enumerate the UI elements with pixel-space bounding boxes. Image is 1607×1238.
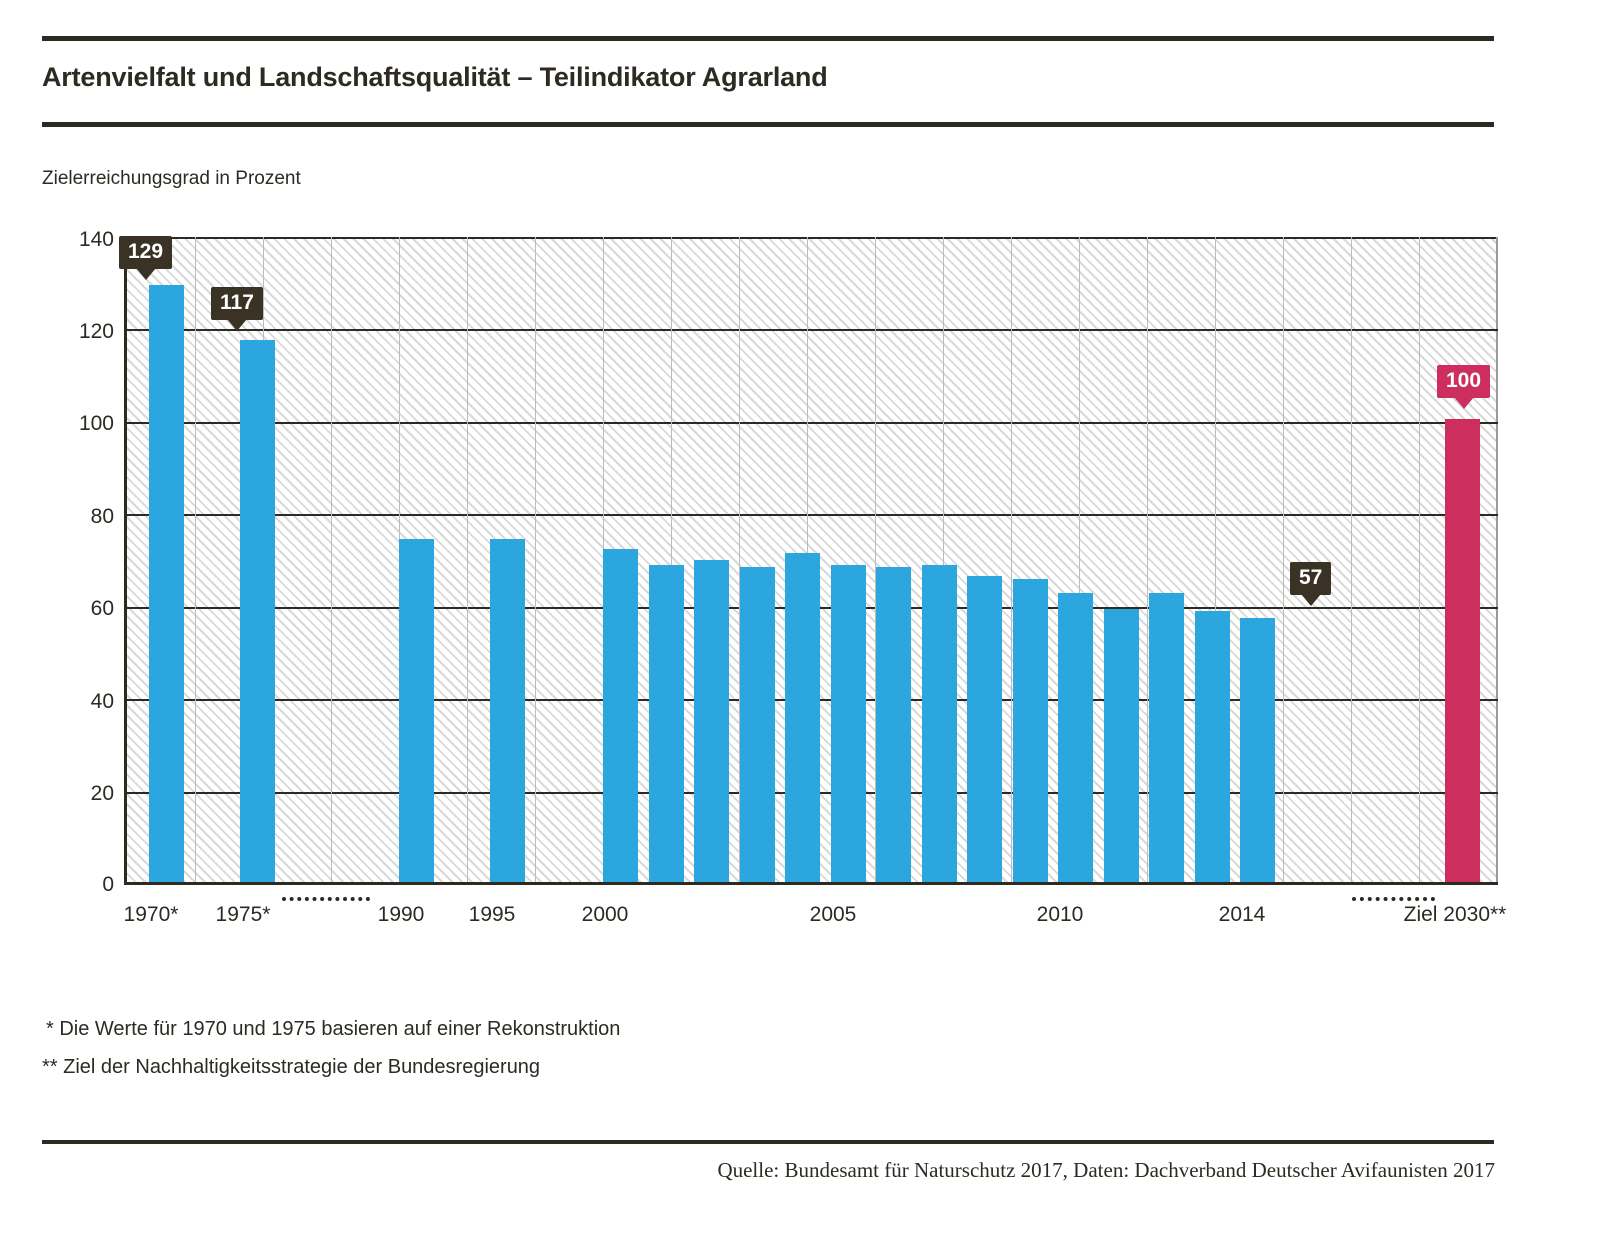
x-tick-1975: 1975* [215, 903, 271, 926]
vgridline [1419, 237, 1420, 882]
bottom-divider [42, 1140, 1494, 1144]
y-tick-60: 60 [90, 597, 114, 620]
data-label-1970 [119, 236, 172, 269]
x-tick-2000: 2000 [581, 903, 629, 926]
bar-ziel-2030 [1445, 419, 1480, 882]
bar-1970 [149, 285, 184, 882]
vgridline [1283, 237, 1284, 882]
bar-1995 [490, 539, 525, 882]
data-label-ziel [1437, 365, 1490, 398]
y-tick-80: 80 [90, 505, 114, 528]
callout-tail-icon [1301, 594, 1321, 606]
axis-break-right [1352, 897, 1435, 901]
bar-2004 [785, 553, 820, 882]
footnote-two: ** Ziel der Nachhaltigkeitsstrategie der Bundesregierung [42, 1056, 541, 1078]
page-title: Artenvielfalt und Landschaftsqualität – Teilindikator Agrarland [42, 62, 828, 92]
vgridline [535, 237, 536, 882]
gridline-120 [127, 329, 1498, 331]
bar-2003 [740, 567, 775, 882]
x-tick-1970: 1970* [123, 903, 179, 926]
data-label-value: 57 [1299, 566, 1323, 589]
top-divider [42, 36, 1494, 41]
x-tick-ziel-2030: Ziel 2030** [1403, 903, 1507, 926]
gridline-100 [127, 422, 1498, 424]
y-axis-caption: Zielerreichungsgrad in Prozent [42, 168, 301, 189]
plot-area [124, 237, 1498, 885]
bar-2014 [1240, 618, 1275, 882]
bar-2008 [967, 576, 1002, 882]
bar-2005 [831, 565, 866, 882]
data-label-value: 129 [128, 240, 164, 263]
title-divider [42, 122, 1494, 127]
y-tick-20: 20 [90, 782, 114, 805]
bar-2013 [1195, 611, 1230, 882]
y-tick-40: 40 [90, 690, 114, 713]
vgridline [467, 237, 468, 882]
y-tick-120: 120 [78, 320, 114, 343]
axis-break-left [282, 897, 370, 901]
footnote-one: * Die Werte für 1970 und 1975 basieren auf einer Rekonstruktion [46, 1018, 621, 1040]
bar-2001 [649, 565, 684, 882]
bar-2012 [1149, 593, 1184, 882]
bar-2010 [1058, 593, 1093, 882]
x-tick-2005: 2005 [809, 903, 857, 926]
callout-tail-icon [227, 319, 247, 331]
bar-1975 [240, 340, 275, 882]
source-note: Quelle: Bundesamt für Naturschutz 2017, Daten: Dachverband Deutscher Avifaunisten 2017 [717, 1158, 1495, 1182]
bar-2009 [1013, 579, 1048, 882]
y-tick-100: 100 [78, 412, 114, 435]
bar-1990 [399, 539, 434, 882]
bar-2002 [694, 560, 729, 882]
data-label-1975 [211, 287, 263, 320]
callout-tail-icon [1454, 397, 1474, 409]
vgridline [195, 237, 196, 882]
y-tick-140: 140 [78, 228, 114, 251]
plot-right-border [1496, 237, 1498, 882]
vgridline [1147, 237, 1148, 882]
vgridline [1011, 237, 1012, 882]
x-tick-1995: 1995 [468, 903, 516, 926]
data-label-value: 100 [1446, 369, 1482, 392]
bar-2006 [876, 567, 911, 882]
bar-2000 [603, 549, 638, 882]
data-label-2014 [1290, 562, 1331, 595]
plot-top-border [127, 237, 1498, 239]
y-tick-0: 0 [102, 873, 114, 896]
bar-2011 [1104, 609, 1139, 882]
x-tick-2010: 2010 [1036, 903, 1084, 926]
callout-tail-icon [136, 268, 156, 280]
vgridline [331, 237, 332, 882]
vgridline [1351, 237, 1352, 882]
x-tick-1990: 1990 [377, 903, 425, 926]
gridline-80 [127, 514, 1498, 516]
bar-2007 [922, 565, 957, 882]
data-label-value: 117 [220, 291, 254, 314]
x-tick-2014: 2014 [1218, 903, 1266, 926]
